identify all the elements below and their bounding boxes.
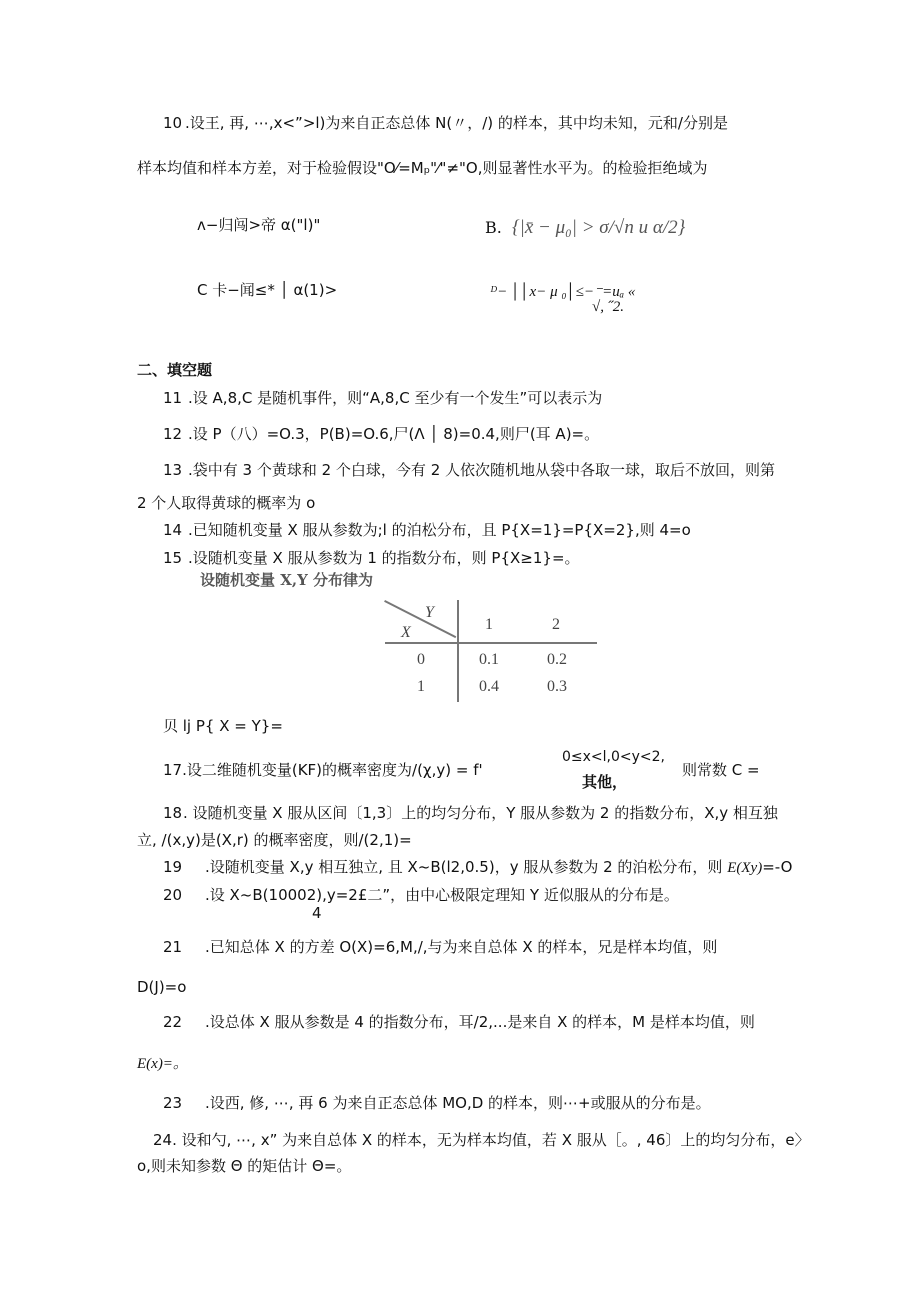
- q10-option-a: ʌ−归闯>帝 α("l)": [197, 216, 321, 234]
- q22-line2: E(x)=。: [137, 1056, 188, 1072]
- table-horizontal-rule: [385, 642, 597, 644]
- q19-tail: =-O: [762, 858, 793, 876]
- q22-number: 22: [163, 1013, 183, 1031]
- q23-text: .设西, 修, ⋯, 再 6 为来自正态总体 MO,D 的样本，则⋯+或服从的分布是。: [205, 1094, 711, 1112]
- q12-text: .设 P（八）=O.3，P(B)=O.6,尸(Λ │ 8)=0.4,则尸(耳 A)=。: [188, 425, 600, 443]
- q18-number: 18: [163, 804, 183, 822]
- table-row-1-x: 1: [417, 678, 425, 695]
- q10-option-d: ᴰ− ││x− μ ₀│≤−⁻=uₐ «: [490, 284, 636, 300]
- q10-line1: .设王, 再, ⋯,x<”>l)为来自正态总体 N(〃，/) 的样本，其中均未知，元和/分别是: [185, 114, 728, 132]
- q20-subscript: 4: [312, 904, 322, 922]
- q10-line2: 样本均值和样本方差，对于检验假设"O⁄=Mₚ"⁄"≠"O,则显著性水平为。的检验拒绝域为: [137, 159, 708, 177]
- q11-number: 11: [163, 389, 183, 407]
- q21-line2: D(J)=o: [137, 978, 187, 996]
- q10-option-b-formula: {|x̄ − μ₀| > σ/√n u α/2}: [512, 217, 686, 238]
- table-cell: 0.4: [479, 678, 499, 695]
- table-diagonal: [384, 600, 456, 638]
- q23-number: 23: [163, 1094, 183, 1112]
- table-col-1: 1: [485, 616, 493, 633]
- table-row-0-x: 0: [417, 651, 425, 668]
- q13-number: 13: [163, 461, 183, 479]
- table-cell: 0.1: [479, 651, 499, 668]
- q24-line1: 24. 设和勺, ⋯, x” 为来自总体 X 的样本，无为样本均值，若 X 服从［。, 46〕上的均匀分布，e〉: [153, 1131, 810, 1149]
- q10-option-d-sub: √, ˝2.: [592, 299, 624, 315]
- distribution-table: [385, 600, 597, 702]
- table-row-header: X: [401, 624, 411, 641]
- q19-number: 19: [163, 858, 183, 876]
- q15-text: .设随机变量 X 服从参数为 1 的指数分布，则 P{X≥1}=。: [188, 549, 580, 567]
- table-cell: 0.3: [547, 678, 567, 695]
- q16-intro: 设随机变量 X,Y 分布律为: [200, 571, 374, 589]
- section-title: 二、填空题: [137, 361, 213, 379]
- q18-line1: . 设随机变量 X 服从区间〔1,3〕上的均匀分布，Y 服从参数为 2 的指数分布，X,y 相互独: [183, 804, 778, 822]
- q20-number: 20: [163, 886, 183, 904]
- q17-text: 17.设二维随机变量(KF)的概率密度为/(χ,y) = f': [163, 761, 483, 779]
- q11-text: .设 A,8,C 是随机事件，则“A,8,C 至少有一个发生”可以表示为: [188, 389, 603, 407]
- q15-number: 15: [163, 549, 183, 567]
- q20-text: .设 X~B(10002),y=2£二”，由中心极限定理知 Y 近似服从的分布是。: [205, 886, 679, 904]
- q17-case-2: 其他，: [582, 773, 628, 791]
- table-cell: 0.2: [547, 651, 567, 668]
- table-vertical-rule: [457, 600, 459, 702]
- q19-text: [205, 858, 792, 877]
- q24-line2: o,则未知参数 Θ 的矩估计 Θ=。: [137, 1157, 352, 1175]
- table-col-2: 2: [552, 616, 560, 633]
- q14-number: 14: [163, 521, 183, 539]
- q17-case-1: 0≤x<l,0<y<2,: [562, 749, 666, 765]
- q19-body: .设随机变量 X,y 相互独立, 且 X~B(l2,0.5)，y 服从参数为 2 的泊松分布，则: [205, 858, 723, 876]
- q18-line2: 立, /(x,y)是(X,r) 的概率密度，则/(2,1)=: [137, 831, 412, 849]
- q10-number: 10: [163, 114, 183, 132]
- q19-expectation: E(Xy): [727, 860, 763, 876]
- q10-option-b-label: B.: [485, 218, 502, 237]
- q21-number: 21: [163, 938, 183, 956]
- q12-number: 12: [163, 425, 183, 443]
- q21-line1: .已知总体 X 的方差 O(X)=6,M,/,与为来自总体 X 的样本，兄是样本均值，则: [205, 938, 718, 956]
- q13-line1: .袋中有 3 个黄球和 2 个白球，今有 2 人依次随机地从袋中各取一球，取后不放回，则第: [188, 461, 776, 479]
- q13-line2: 2 个人取得黄球的概率为 o: [137, 494, 316, 512]
- q10-option-c: C 卡−闻≤* │ α(1)>: [197, 281, 338, 299]
- table-col-header: Y: [425, 604, 434, 621]
- q22-line1: .设总体 X 服从参数是 4 的指数分布，耳/2,...是来自 X 的样本，M 是样本均值，则: [205, 1013, 755, 1031]
- q16-ask: 贝 lj P{ X = Y}=: [163, 717, 283, 735]
- q14-text: .已知随机变量 X 服从参数为;l 的泊松分布，且 P{X=1}=P{X=2},则 4=o: [188, 521, 691, 539]
- q17-tail: 则常数 C =: [682, 761, 760, 779]
